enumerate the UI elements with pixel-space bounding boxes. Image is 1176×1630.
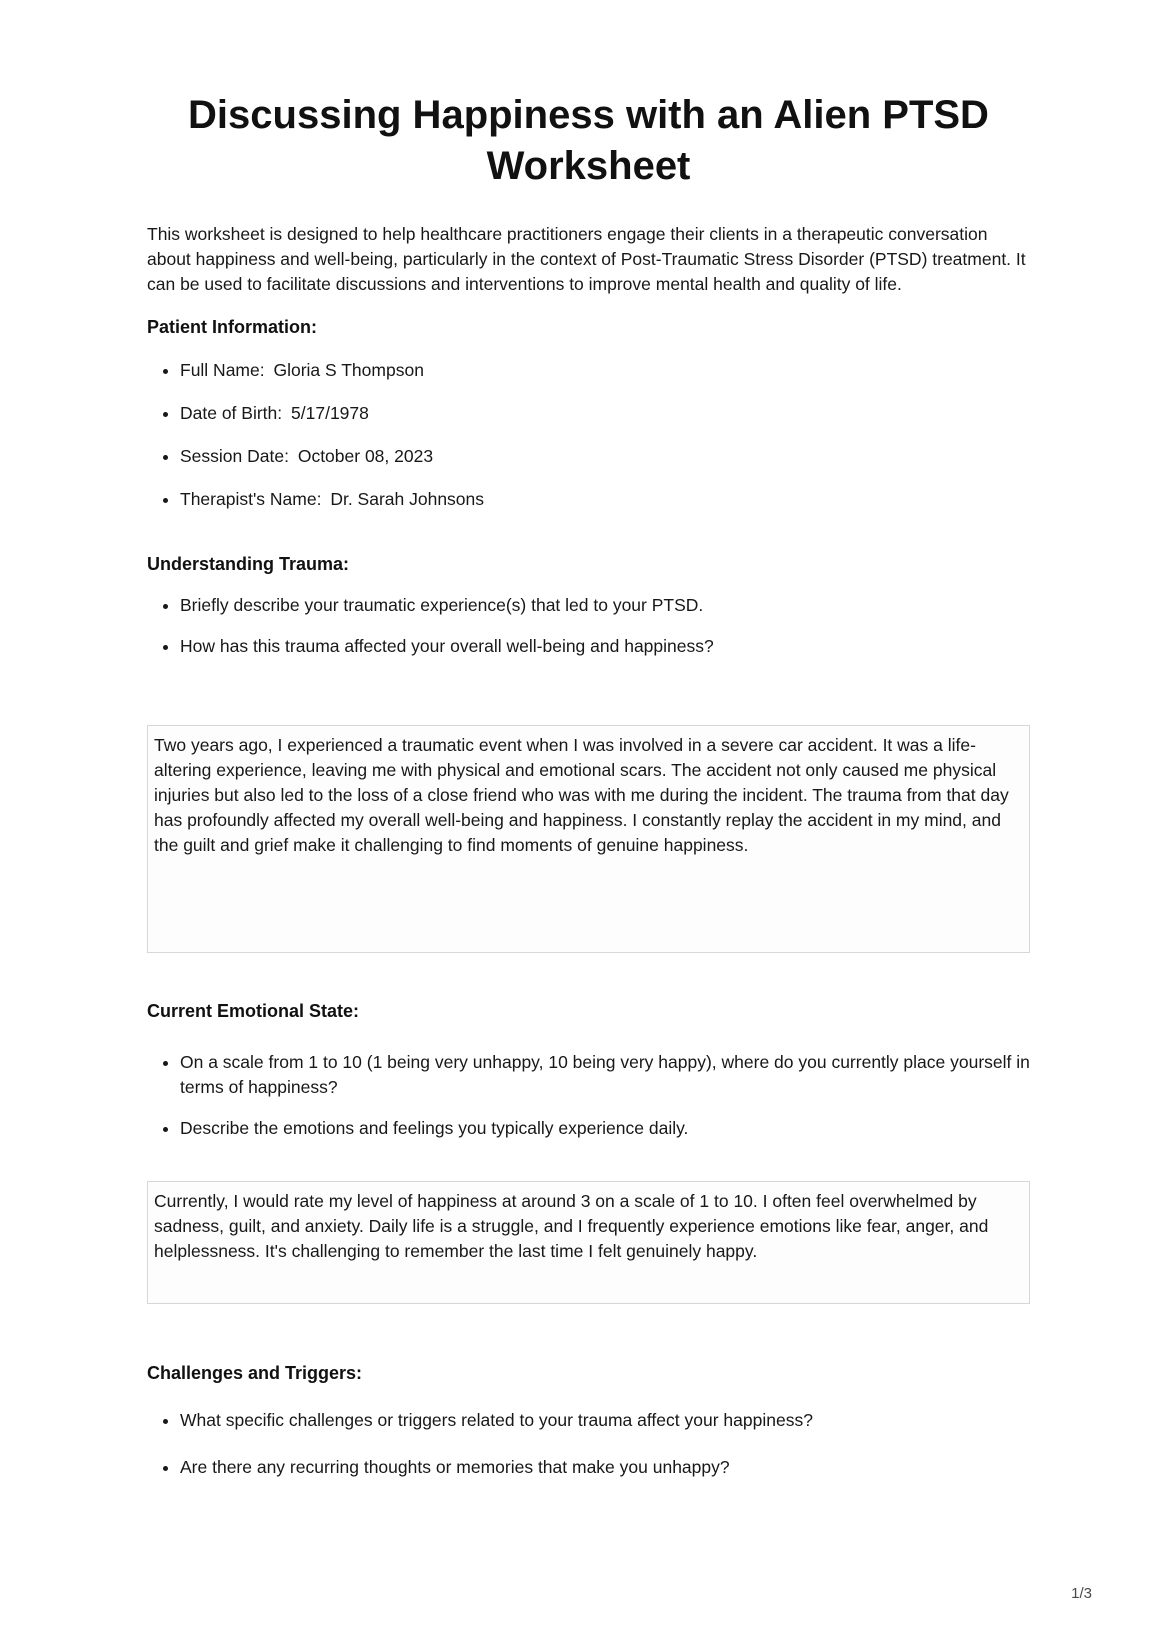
section-heading-challenges-and-triggers: Challenges and Triggers: [147,1363,363,1384]
section-heading-current-emotional-state: Current Emotional State: [147,1001,360,1022]
page-title: Discussing Happiness with an Alien PTSD Worksheet [188,93,989,189]
list-item [180,487,1030,512]
question-item: • How has this trauma affected your overall well-being and happiness? [180,634,1030,659]
list-item [180,444,1030,469]
field-value-session-date: October 08, 2023 [297,446,434,467]
intro-paragraph: This worksheet is designed to help healthcare practitioners engage their clients in a therapeutic conversation about happiness and well-being, particularly in the context of Post-Traumatic Stress Disorder (PTSD) treatment. It can be used to facilitate discussions and interventions to improve mental health and quality of life. [147,224,1026,295]
field-label-session-date: Session Date: [180,446,289,467]
list-item [180,401,1030,426]
understanding-trauma-answer-box[interactable]: Two years ago, I experienced a traumatic event when I was involved in a severe car accident. It was a life-altering experience, leaving me with physical and emotional scars. The accident not only caused me physical injuries but also led to the loss of a close friend who was with me during the incident. The trauma from that day has profoundly affected my overall well-being and happiness. I constantly replay the accident in my mind, and the guilt and grief make it challenging to find moments of genuine happiness. [147,725,1030,953]
current-emotional-state-answer-box[interactable]: Currently, I would rate my level of happiness at around 3 on a scale of 1 to 10. I often feel overwhelmed by sadness, guilt, and anxiety. Daily life is a struggle, and I frequently experience emotions like fear, anger, and helplessness. It's challenging to remember the last time I felt genuinely happy. [147,1181,1030,1304]
question-item: • Are there any recurring thoughts or memories that make you unhappy? [180,1455,1030,1480]
current-emotional-state-questions [147,1050,1030,1141]
challenges-triggers-questions [147,1408,1030,1480]
question-item: • What specific challenges or triggers related to your trauma affect your happiness? [180,1408,1030,1433]
question-item: • Briefly describe your traumatic experience(s) that led to your PTSD. [180,593,1030,618]
field-value-therapist-name: Dr. Sarah Johnsons [330,489,485,510]
question-item: • Describe the emotions and feelings you typically experience daily. [180,1116,1030,1141]
page-number-indicator: 1/3 [1071,1585,1092,1602]
field-value-date-of-birth: 5/17/1978 [291,403,369,424]
section-heading-patient-information: Patient Information: [147,317,317,338]
field-label-therapist-name: Therapist's Name: [180,489,322,510]
list-item [180,358,1030,383]
field-value-full-name: Gloria S Thompson [273,360,424,381]
patient-info-list [147,358,1030,512]
understanding-trauma-questions [147,593,1030,659]
field-label-date-of-birth: Date of Birth: [180,403,283,424]
question-item: • On a scale from 1 to 10 (1 being very unhappy, 10 being very happy), where do you currently place yourself in terms of happiness? [180,1050,1030,1100]
section-heading-understanding-trauma: Understanding Trauma: [147,554,350,575]
field-label-full-name: Full Name: [180,360,265,381]
